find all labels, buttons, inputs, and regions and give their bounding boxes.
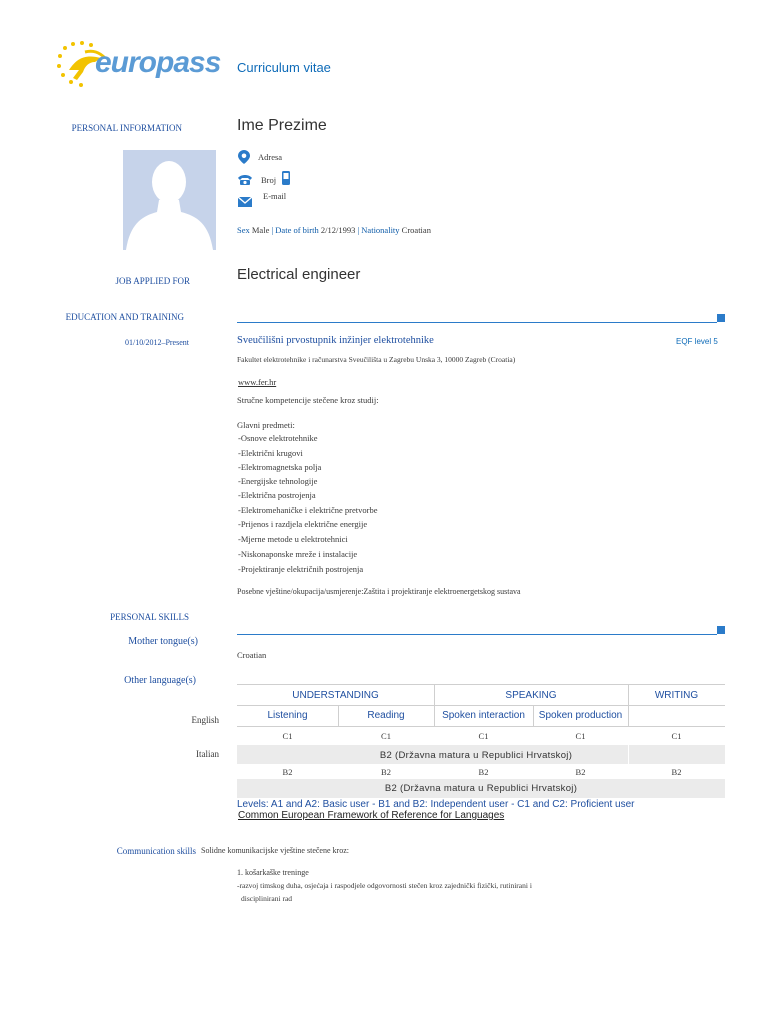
- cefr-link[interactable]: Common European Framework of Reference for Languages: [238, 810, 505, 821]
- level-cell: B2: [671, 767, 682, 777]
- communication-item-detail: -razvoj timskog duha, osjećaja i raspodjele odgovornosti stečen kroz zajednički fizički, rutinirani i: [237, 881, 532, 890]
- level-cell: C1: [478, 731, 489, 741]
- education-dates: 01/10/2012–Present: [125, 338, 189, 347]
- subject-item: -Mjerne metode u elektrotehnici: [238, 534, 348, 544]
- address-text: Adresa: [258, 152, 283, 162]
- communication-intro: Solidne komunikacijske vještine stečene kroz:: [201, 846, 349, 855]
- subject-item: -Elektromagnetska polja: [238, 462, 322, 472]
- subjects-heading: Glavni predmeti:: [237, 420, 295, 430]
- phone-text: Broj: [261, 175, 277, 185]
- subheader-reading: Reading: [367, 710, 405, 721]
- section-divider-square: [717, 626, 725, 634]
- subheader-listening: Listening: [267, 710, 308, 721]
- document-title: Curriculum vitae: [237, 60, 331, 75]
- section-divider-square: [717, 314, 725, 322]
- table-border: [237, 684, 725, 685]
- subheader-spoken-interaction: Spoken interaction: [442, 710, 525, 721]
- separator: |: [271, 225, 274, 235]
- mobile-icon: [282, 170, 290, 189]
- institution: Fakultet elektrotehnike i računarstva Sveučilišta u Zagrebu Unska 3, 10000 Zagreb (Croatia): [237, 355, 516, 364]
- mother-tongue: Croatian: [237, 650, 267, 660]
- logo-text: europass: [95, 46, 221, 79]
- person-name: Ime Prezime: [237, 117, 327, 134]
- personal-skills-label: PERSONAL SKILLS: [110, 612, 189, 622]
- avatar-silhouette-icon: [123, 150, 216, 250]
- communication-item: 1. košarkaške treninge: [237, 868, 309, 877]
- subject-item: -Prijenos i razdjela električne energije: [238, 519, 368, 529]
- separator: |: [357, 225, 360, 235]
- communication-item-detail: disciplinirani rad: [241, 894, 293, 903]
- personal-details-line: [237, 225, 431, 235]
- special-skills: Posebne vještine/okupacija/usmjerenje:Zaštita i projektiranje elektroenergetskog sustava: [237, 587, 521, 596]
- subject-item: -Električna postrojenja: [238, 490, 316, 500]
- certificate-text: B2 (Državna matura u Republici Hrvatskoj): [379, 750, 573, 761]
- mother-tongue-label: Mother tongue(s): [128, 636, 198, 647]
- eqf-level: EQF level 5: [676, 337, 718, 346]
- envelope-icon: [238, 192, 252, 211]
- level-cell: C1: [381, 731, 391, 741]
- sex-label: Sex: [237, 225, 250, 235]
- header-writing: WRITING: [654, 690, 699, 701]
- section-divider: [237, 634, 717, 635]
- subheader-spoken-production: Spoken production: [538, 710, 623, 721]
- nationality-label: Nationality: [361, 225, 400, 235]
- dob-value: 2/12/1993: [320, 225, 356, 235]
- job-applied-label: JOB APPLIED FOR: [115, 276, 190, 286]
- education-title: Sveučilišni prvostupnik inžinjer elektrotehnike: [237, 335, 434, 346]
- language-name: Italian: [196, 749, 219, 759]
- job-title: Electrical engineer: [237, 266, 361, 283]
- europass-logo: [55, 40, 225, 90]
- avatar: [123, 150, 216, 250]
- level-cell: C1: [282, 731, 293, 741]
- levels-note: Levels: A1 and A2: Basic user - B1 and B2: Independent user - C1 and C2: Proficient user: [237, 799, 635, 810]
- level-cell: C1: [575, 731, 586, 741]
- level-cell: B2: [381, 767, 391, 777]
- education-label: EDUCATION AND TRAINING: [65, 312, 184, 322]
- subject-item: -Energijske tehnologije: [238, 476, 318, 486]
- subject-item: -Projektiranje električnih postrojenja: [238, 564, 364, 574]
- header-understanding: UNDERSTANDING: [292, 690, 379, 701]
- competencies-text: Stručne kompetencije stečene kroz studij:: [237, 395, 379, 405]
- dob-label: Date of birth: [275, 225, 319, 235]
- personal-info-label: PERSONAL INFORMATION: [71, 123, 182, 133]
- location-pin-icon: [238, 149, 250, 168]
- table-border: [237, 705, 725, 706]
- subject-item: -Niskonaponske mreže i instalacije: [238, 549, 358, 559]
- level-cell: B2: [575, 767, 586, 777]
- subject-item: -Električni krugovi: [238, 448, 303, 458]
- email-text[interactable]: E-mail: [263, 191, 287, 201]
- section-divider: [237, 322, 717, 323]
- sex-value: Male: [251, 225, 270, 235]
- subject-item: -Elektromehaničke i električne pretvorbe: [238, 505, 378, 515]
- level-cell: B2: [478, 767, 489, 777]
- certificate-text: B2 (Državna matura u Republici Hrvatskoj): [384, 783, 578, 794]
- other-languages-label: Other language(s): [124, 675, 196, 686]
- header-speaking: SPEAKING: [505, 690, 557, 701]
- table-border: [237, 726, 725, 727]
- nationality-value: Croatian: [401, 225, 431, 235]
- level-cell: C1: [671, 731, 682, 741]
- website-link[interactable]: www.fer.hr: [238, 377, 277, 387]
- level-cell: B2: [282, 767, 293, 777]
- language-name: English: [191, 715, 219, 725]
- communication-skills-label: Communication skills: [116, 846, 196, 856]
- phone-icon: [237, 171, 253, 190]
- subject-item: -Osnove elektrotehnike: [238, 433, 318, 443]
